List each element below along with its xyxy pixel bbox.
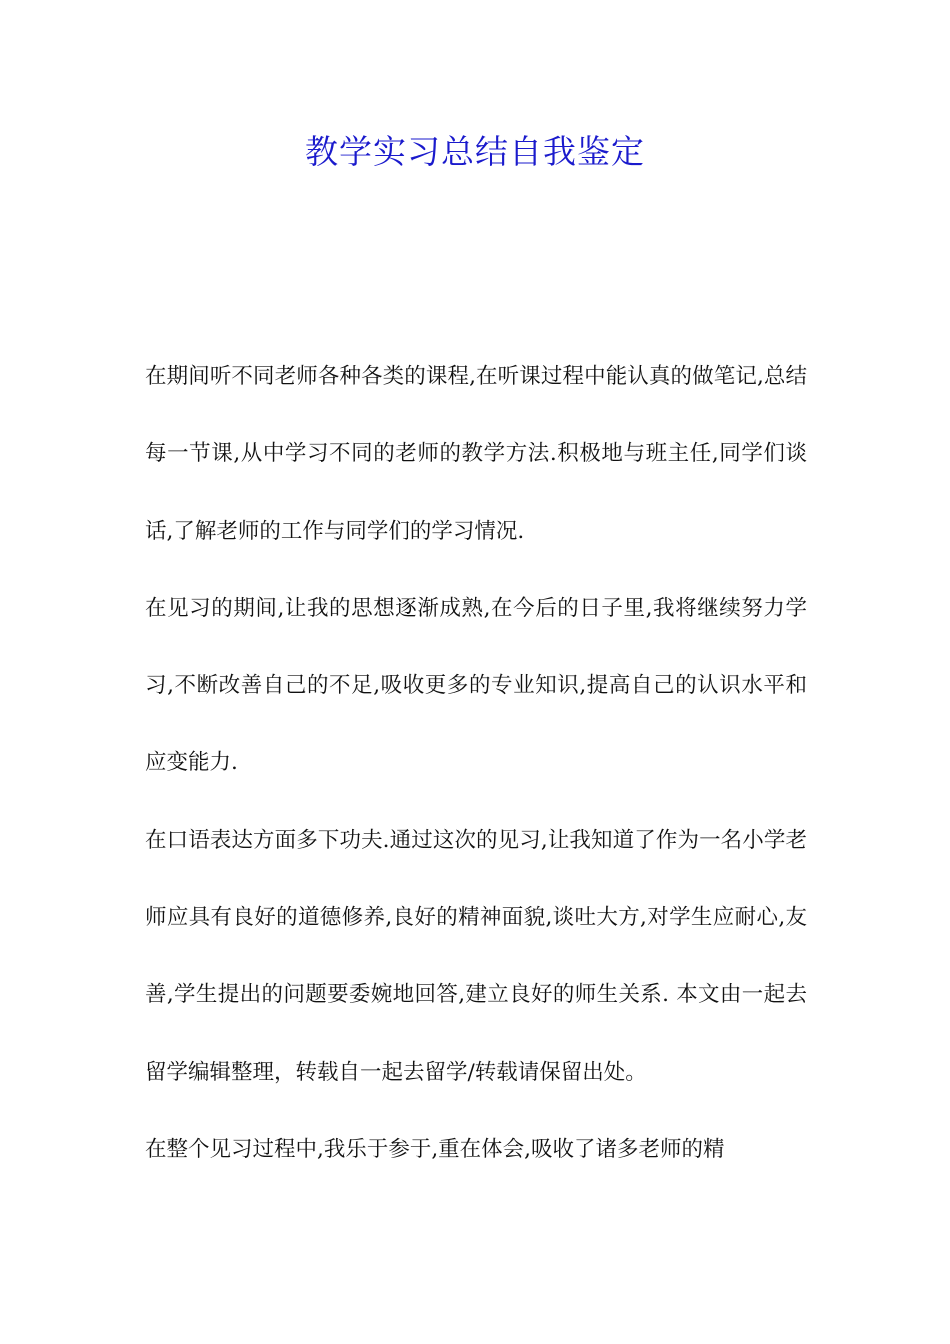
paragraph-2: 在见习的期间,让我的思想逐渐成熟,在今后的日子里,我将继续努力学习,不断改善自己的不足,吸收更多的专业知识,提高自己的认识水平和应变能力. (145, 595, 807, 776)
document-title: 教学实习总结自我鉴定 (305, 132, 645, 171)
paragraph-4: 在整个见习过程中,我乐于参于,重在体会,吸收了诸多老师的精 (145, 1136, 725, 1162)
document-body (145, 338, 807, 1188)
paragraph-1: 在期间听不同老师各种各类的课程,在听课过程中能认真的做笔记,总结每一节课,从中学习不同的老师的教学方法.积极地与班主任,同学们谈话,了解老师的工作与同学们的学习情况. (145, 364, 807, 544)
paragraph-3: 在口语表达方面多下功夫.通过这次的见习,让我知道了作为一名小学老师应具有良好的道德修养,良好的精神面貌,谈吐大方,对学生应耐心,友善,学生提出的问题要委婉地回答,建立良好的师生关系. 本文由一起去留学编辑整理，转载自一起去留学/转载请保留出处。 (145, 827, 807, 1085)
